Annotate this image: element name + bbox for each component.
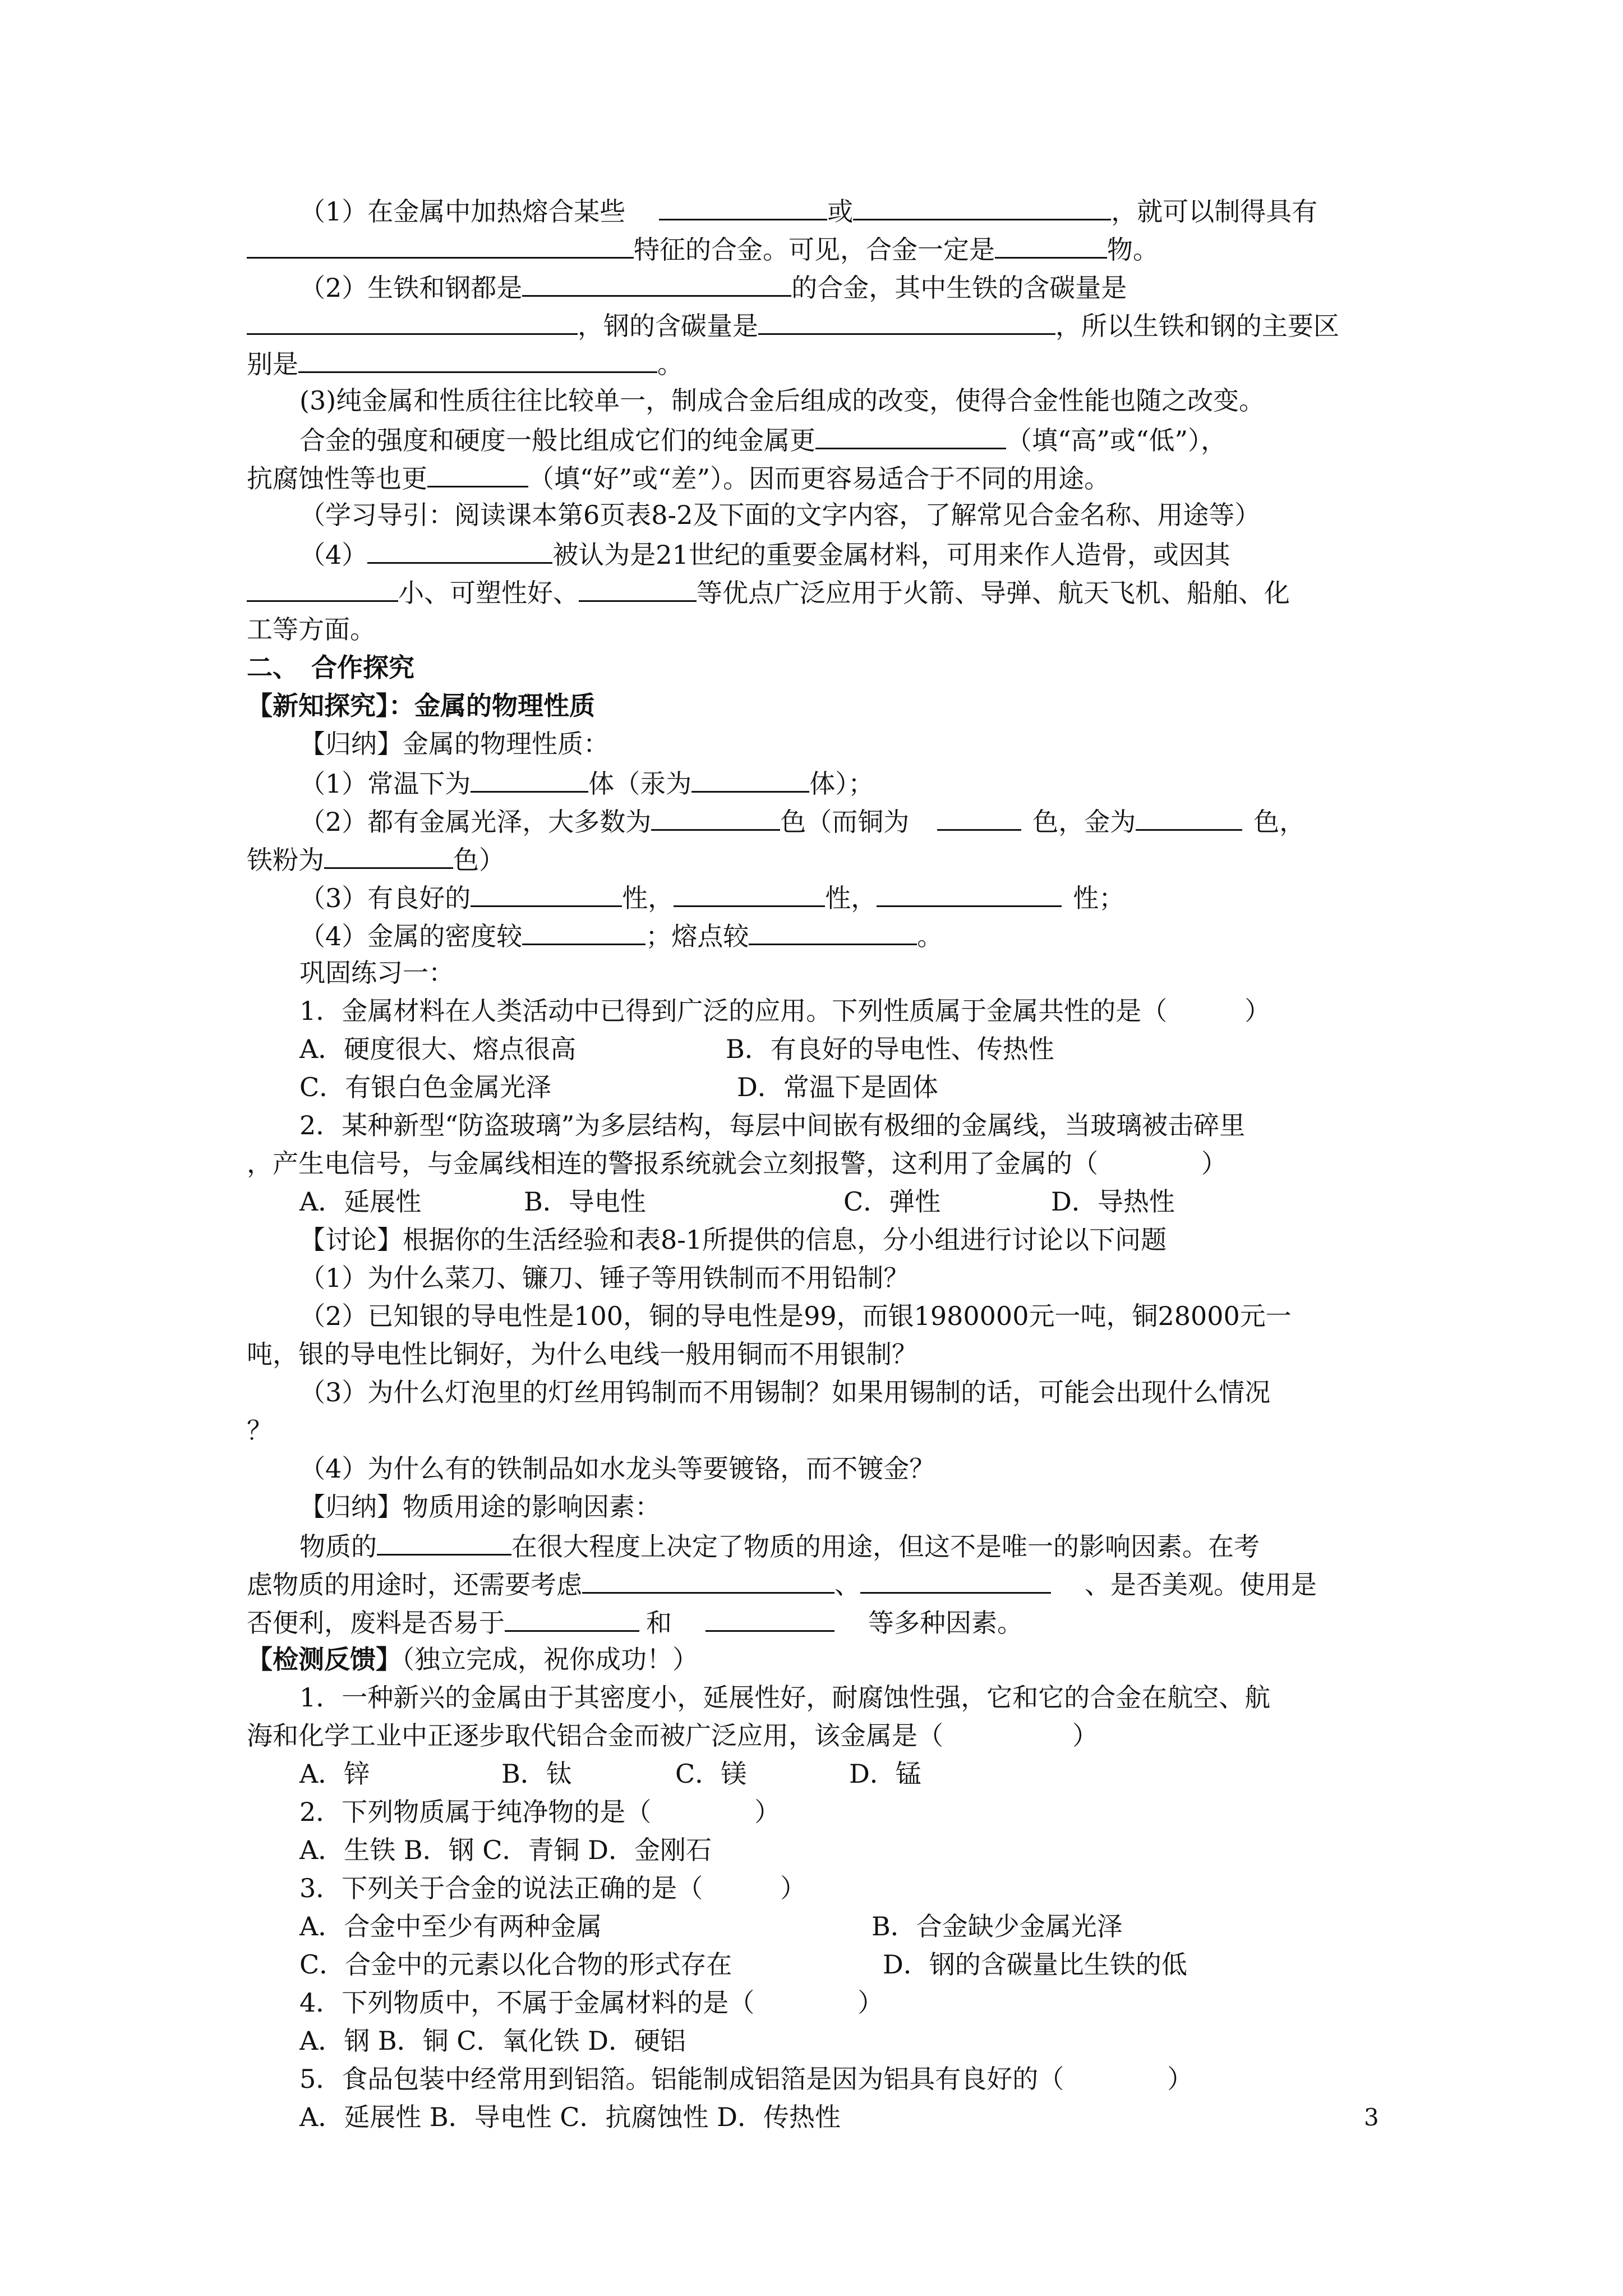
exercise-2-stem-line1: 2．某种新型“防盗玻璃”为多层结构，每层中间嵌有极细的金属线，当玻璃被击碎里 xyxy=(299,1110,1246,1140)
discussion-q3-line1: （3）为什么灯泡里的灯丝用钨制而不用锡制？如果用锡制的话，可能会出现什么情况 xyxy=(299,1377,1271,1407)
exercise-2-stem-line2: ，产生电信号，与金属线相连的警报系统就会立刻报警，这利用了金属的（ ） xyxy=(247,1148,1227,1179)
option-c[interactable]: C．镁 xyxy=(675,1759,747,1789)
blank[interactable] xyxy=(579,572,697,602)
blank[interactable] xyxy=(522,915,645,945)
option-b[interactable]: B．导电性 xyxy=(524,1186,646,1217)
blank[interactable] xyxy=(651,801,780,831)
option-c[interactable]: C．有银白色金属光泽 xyxy=(299,1072,552,1102)
blank[interactable] xyxy=(1136,801,1242,831)
alloy-q1-line1: （1）在金属中加热熔合某些 或 ，就可以制得具有 xyxy=(247,191,1413,229)
test-4-options[interactable]: A．钢 B．铜 C．氧化铁 D．硬铝 xyxy=(299,2026,686,2056)
alloy-q3-line1: (3)纯金属和性质往往比较单一，制成合金后组成的改变，使得合金性能也随之改变。 xyxy=(299,385,1265,416)
test-3-options-ab xyxy=(247,1907,1413,1945)
blank[interactable] xyxy=(674,877,825,907)
alloy-q4-line2: 小、可塑性好、 等优点广泛应用于火箭、导弹、航天飞机、船舶、化 xyxy=(247,572,1413,610)
alloy-q1-line2: 特征的合金。可见，合金一定是 物。 xyxy=(247,229,1413,267)
discussion-q1: （1）为什么菜刀、镰刀、锤子等用铁制而不用铅制？ xyxy=(299,1263,910,1293)
test-1-line1: 1．一种新兴的金属由于其密度小，延展性好，耐腐蚀性强，它和它的合金在航空、航 xyxy=(299,1682,1271,1713)
exercise-1-options-ab xyxy=(247,1030,1413,1068)
blank[interactable] xyxy=(659,191,827,220)
exercise-2-options xyxy=(247,1182,1413,1221)
option-d[interactable]: D．常温下是固体 xyxy=(737,1072,938,1102)
blank[interactable] xyxy=(758,305,1055,335)
blank[interactable] xyxy=(749,915,917,945)
alloy-q2-line2: ，钢的含碳量是 ，所以生铁和钢的主要区 xyxy=(247,305,1413,343)
test-2-stem: 2．下列物质属于纯净物的是（ ） xyxy=(299,1797,781,1827)
test-4-stem: 4．下列物质中，不属于金属材料的是（ ） xyxy=(299,1987,884,2018)
alloy-q3-line2: 合金的强度和硬度一般比组成它们的纯金属更 （填“高”或“低”）， xyxy=(247,420,1413,458)
test-1-options xyxy=(247,1755,1413,1793)
blank[interactable] xyxy=(505,1602,639,1632)
option-b[interactable]: B．合金缺少金属光泽 xyxy=(872,1911,1123,1941)
alloy-q2-line1: （2）生铁和钢都是 的合金，其中生铁的含碳量是 xyxy=(247,267,1413,305)
blank[interactable] xyxy=(367,534,552,564)
option-b[interactable]: B．有良好的导电性、传热性 xyxy=(726,1034,1054,1064)
discussion-title: 【讨论】根据你的生活经验和表8-1所提供的信息，分小组进行讨论以下问题 xyxy=(299,1225,1167,1255)
option-d[interactable]: D．锰 xyxy=(849,1759,921,1789)
property-q2-line2: 铁粉为 色） xyxy=(247,839,1413,877)
blank[interactable] xyxy=(377,1526,511,1556)
option-a[interactable]: A．锌 xyxy=(299,1759,370,1789)
blank[interactable] xyxy=(877,877,1062,907)
discussion-q3-line2: ？ xyxy=(247,1415,273,1446)
property-q1: （1）常温下为 体（汞为 体）； xyxy=(247,763,1413,801)
blank[interactable] xyxy=(247,229,634,259)
page-number: 3 xyxy=(1364,2104,1379,2131)
test-feedback-heading: 【检测反馈】（独立完成，祝你成功！） xyxy=(247,1644,698,1674)
factors-line3: 否便利，废料是否易于 和 等多种因素。 xyxy=(247,1602,1413,1640)
summary-usage-factors: 【归纳】物质用途的影响因素： xyxy=(299,1492,661,1522)
summary-physical-properties: 【归纳】金属的物理性质： xyxy=(299,729,609,759)
discussion-q4: （4）为什么有的铁制品如水龙头等要镀铬，而不镀金？ xyxy=(299,1453,935,1484)
option-d[interactable]: D．钢的含碳量比生铁的低 xyxy=(883,1949,1187,1980)
test-1-line2: 海和化学工业中正逐步取代铝合金而被广泛应用，该金属是（ ） xyxy=(247,1720,1098,1751)
factors-line2: 虑物质的用途时，还需要考虑 、 、是否美观。使用是 xyxy=(247,1564,1413,1602)
practice-title: 巩固练习一： xyxy=(299,958,454,988)
section-heading-cooperative-inquiry: 二、 合作探究 xyxy=(247,652,414,683)
blank[interactable] xyxy=(324,839,453,869)
blank[interactable] xyxy=(937,801,1021,831)
test-5-stem: 5．食品包装中经常用到铝箔。铝能制成铝箔是因为铝具有良好的（ ） xyxy=(299,2064,1193,2094)
test-3-options-cd xyxy=(247,1945,1413,1984)
learning-guide: （学习导引：阅读课本第6页表8-2及下面的文字内容，了解常见合金名称、用途等） xyxy=(299,500,1261,530)
blank[interactable] xyxy=(815,420,1006,449)
option-b[interactable]: B．钛 xyxy=(501,1759,572,1789)
alloy-q2-line3: 别是 。 xyxy=(247,343,1413,381)
discussion-q2-line2: 吨，银的导电性比铜好，为什么电线一般用铜而不用银制？ xyxy=(247,1339,917,1369)
test-2-options[interactable]: A．生铁 B．钢 C．青铜 D．金刚石 xyxy=(299,1835,712,1865)
exercise-1-stem: 1．金属材料在人类活动中已得到广泛的应用。下列性质属于金属共性的是（ ） xyxy=(299,996,1271,1026)
test-5-options[interactable]: A．延展性 B．导电性 C．抗腐蚀性 D．传热性 xyxy=(299,2102,841,2132)
option-a[interactable]: A．硬度很大、熔点很高 xyxy=(299,1034,577,1064)
blank[interactable] xyxy=(427,458,528,487)
option-a[interactable]: A．合金中至少有两种金属 xyxy=(299,1911,602,1941)
blank[interactable] xyxy=(247,572,398,602)
blank[interactable] xyxy=(247,305,578,335)
blank[interactable] xyxy=(860,1564,1051,1594)
blank[interactable] xyxy=(471,763,588,793)
blank[interactable] xyxy=(522,267,791,297)
exercise-1-options-cd xyxy=(247,1068,1413,1106)
option-c[interactable]: C．弹性 xyxy=(843,1186,941,1217)
option-d[interactable]: D．导热性 xyxy=(1051,1186,1175,1217)
alloy-q4-line1: （4） 被认为是21世纪的重要金属材料，可用来作人造骨，或因其 xyxy=(247,534,1413,572)
blank[interactable] xyxy=(691,763,809,793)
test-3-stem: 3．下列关于合金的说法正确的是（ ） xyxy=(299,1873,806,1903)
blank[interactable] xyxy=(582,1564,834,1594)
property-q4: （4）金属的密度较 ；熔点较 。 xyxy=(247,915,1413,954)
blank[interactable] xyxy=(853,191,1111,220)
blank[interactable] xyxy=(995,229,1107,259)
blank[interactable] xyxy=(298,343,657,373)
property-q2-line1: （2）都有金属光泽，大多数为 色（而铜为 色，金为 色， xyxy=(247,801,1413,839)
option-c[interactable]: C．合金中的元素以化合物的形式存在 xyxy=(299,1949,732,1980)
factors-line1: 物质的 在很大程度上决定了物质的用途，但这不是唯一的影响因素。在考 xyxy=(247,1526,1413,1564)
alloy-q3-line3: 抗腐蚀性等也更 （填“好”或“差”）。因而更容易适合于不同的用途。 xyxy=(247,458,1413,496)
new-knowledge-title: 【新知探究】：金属的物理性质 xyxy=(247,691,595,721)
discussion-q2-line1: （2）已知银的导电性是100，铜的导电性是99，而银1980000元一吨，铜28000元一 xyxy=(299,1301,1292,1331)
property-q3: （3）有良好的 性， 性， 性； xyxy=(247,877,1413,915)
alloy-q4-line3: 工等方面。 xyxy=(247,614,376,645)
option-a[interactable]: A．延展性 xyxy=(299,1186,422,1217)
blank[interactable] xyxy=(471,877,622,907)
worksheet-page xyxy=(247,191,1413,2136)
blank[interactable] xyxy=(706,1602,834,1632)
